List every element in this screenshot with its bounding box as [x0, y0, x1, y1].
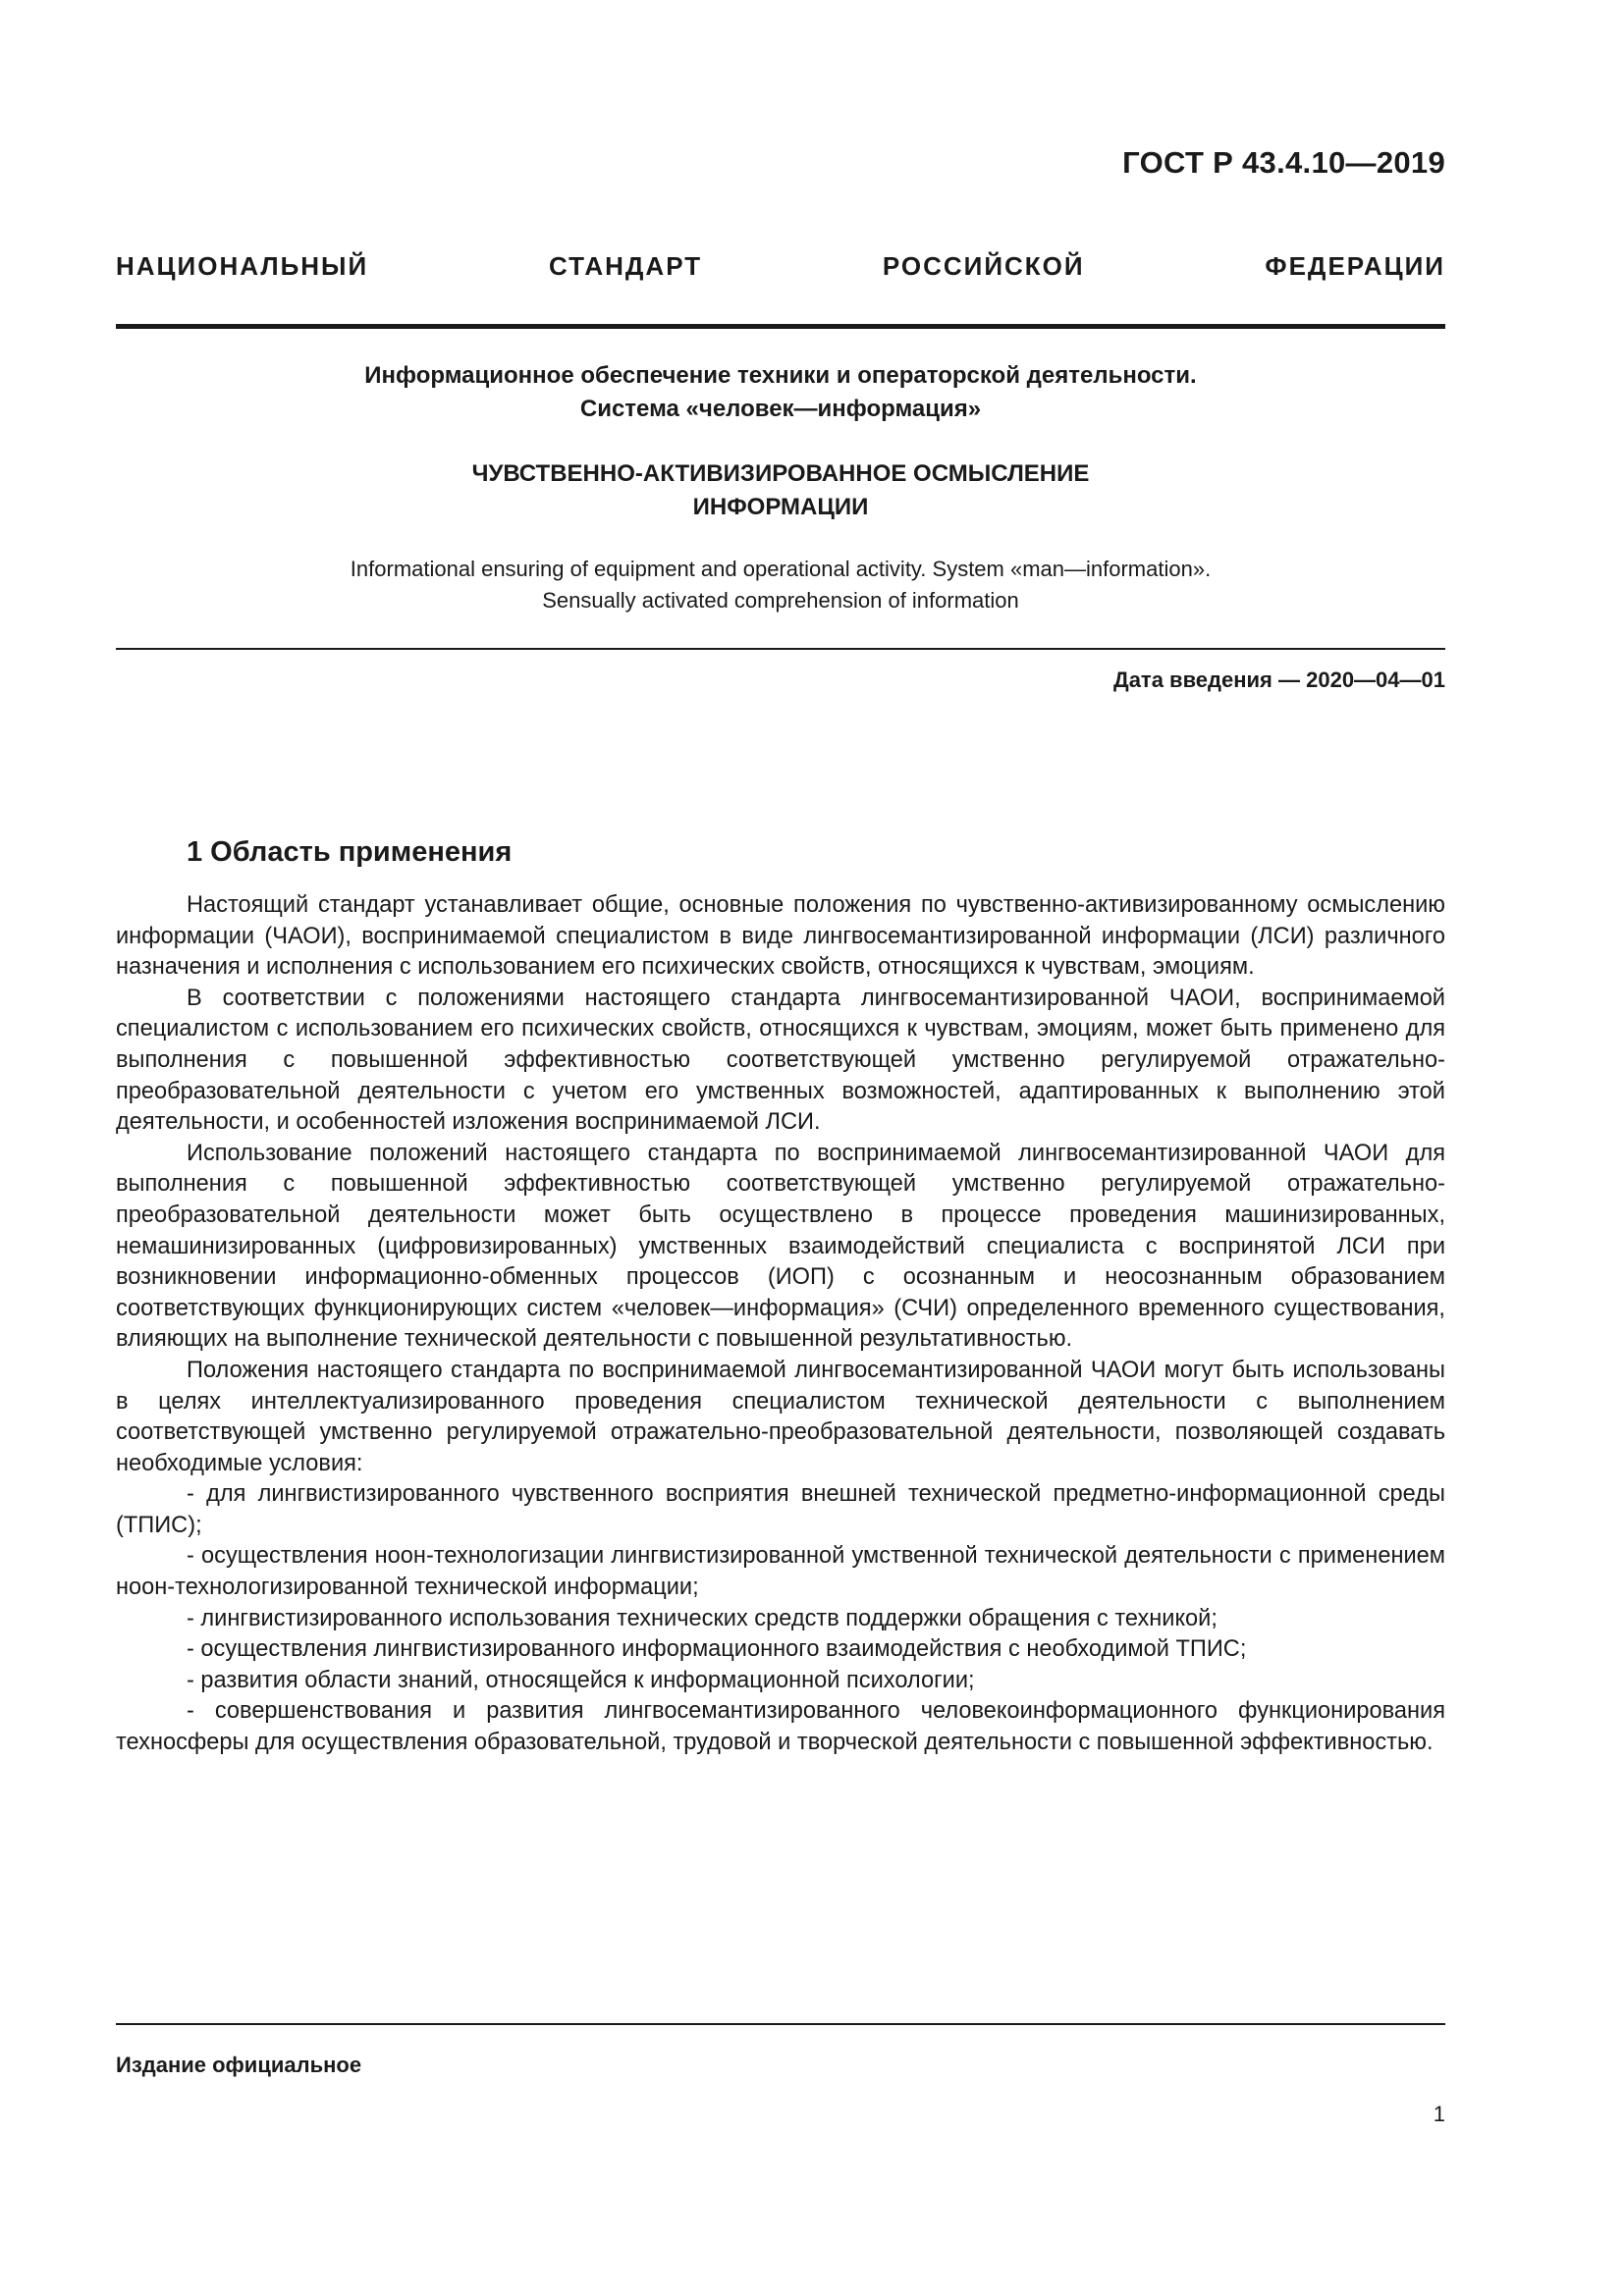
list-item: - осуществления лингвистизированного информационного взаимодействия с необходимой ТПИС;: [187, 1636, 1247, 1663]
paragraph: Положения настоящего стандарта по воспринимаемой лингвосемантизированной ЧАОИ могут быть использованы в целях интеллектуализированного проведения специалистом технической деятельности с выполнением соответствующей умственно регулируемой отражательно-преобразовательной деятельности, позволяющей создавать необходимые условия:: [116, 1357, 1445, 1476]
title-russian-line-2: Система «человек—информация»: [579, 396, 982, 422]
title-russian-line-1: Информационное обеспечение техники и операторской деятельности.: [364, 362, 1197, 389]
paragraph: Использование положений настоящего стандарта по воспринимаемой лингвосемантизированной ЧАОИ для выполнения с повышенной эффективностью соответствующей умственно регулируемой отражательно-преобразовательной деятельности может быть осуществлено в процессе проведения машинизированных, немашинизированных (цифровизированных) умственных взаимодействий специалиста с воспринятой ЛСИ при возникновении информационно-обменных процессов (ИОП) с осознанным и неосознанным образованием соответствующих функционирующих систем «человек—информация» (СЧИ) определенного временного существования, влияющих на выполнение технической деятельности с повышенной результативностью.: [116, 1140, 1445, 1353]
title-english-line-2: Sensually activated comprehension of information: [542, 588, 1019, 613]
title-english: [116, 554, 1445, 616]
effective-date: Дата введения — 2020—04—01: [1113, 667, 1445, 692]
list-item: - лингвистизированного использования технических средств поддержки обращения с техникой;: [187, 1605, 1218, 1631]
page-number: 1: [1433, 2102, 1445, 2126]
list-item: - для лингвистизированного чувственного восприятия внешней технической предметно-информационной среды (ТПИС);: [116, 1481, 1445, 1538]
paragraph: В соответствии с положениями настоящего стандарта лингвосемантизированной ЧАОИ, воспринимаемой специалистом с использованием его психических свойств, относящихся к чувствам, эмоциям, может быть применено для выполнения с повышенной эффективностью соответствующей умственно регулируемой отражательно-преобразовательной деятельности с учетом его умственных возможностей, адаптированных к выполнению этой деятельности, и особенностей изложения воспринимаемой ЛСИ.: [116, 985, 1445, 1136]
title-main-line-2: ИНФОРМАЦИИ: [692, 494, 869, 520]
official-edition: Издание официальное: [116, 2053, 362, 2077]
list-item: - осуществления ноон-технологизации лингвистизированной умственной технической деятельности с применением ноон-технологизированной технической информации;: [116, 1543, 1445, 1601]
title-english-line-1: Informational ensuring of equipment and operational activity. System «man—information».: [350, 557, 1212, 581]
title-main-line-1: ЧУВСТВЕННО-АКТИВИЗИРОВАННОЕ ОСМЫСЛЕНИЕ: [471, 460, 1090, 487]
header-divider: [116, 324, 1445, 329]
title-main: [116, 457, 1445, 524]
title-divider: [116, 648, 1445, 650]
paragraph: Настоящий стандарт устанавливает общие, основные положения по чувственно-активизированному осмыслению информации (ЧАОИ), воспринимаемой специалистом в виде лингвосемантизированной информации (ЛСИ) различного назначения и исполнения с использованием его психических свойств, относящихся к чувствам, эмоциям.: [116, 892, 1445, 981]
footer-divider: [116, 2023, 1445, 2025]
title-russian: [116, 359, 1445, 426]
list-item: - развития области знаний, относящейся к информационной психологии;: [187, 1667, 975, 1693]
section-title: 1 Область применения: [187, 836, 513, 868]
national-standard-heading: НАЦИОНАЛЬНЫЙ СТАНДАРТ РОССИЙСКОЙ ФЕДЕРАЦИИ: [116, 251, 1445, 281]
section-body: [116, 890, 1445, 1759]
list-item: - совершенствования и развития лингвосемантизированного человекоинформационного функционирования техносферы для осуществления образовательной, трудовой и творческой деятельности с повышенной эффективностью.: [116, 1698, 1445, 1756]
standard-code: ГОСТ Р 43.4.10—2019: [1122, 145, 1445, 180]
